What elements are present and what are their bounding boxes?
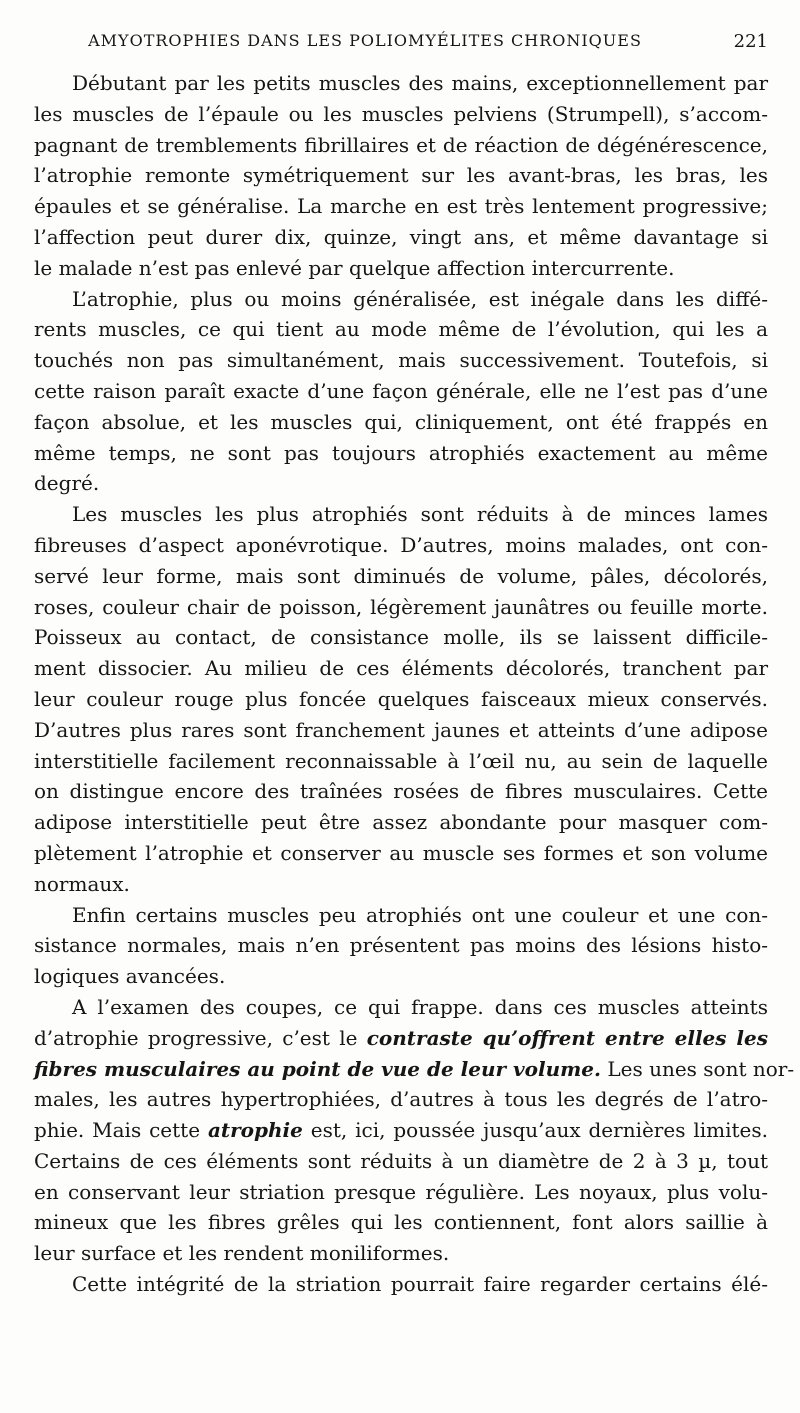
text-line: ment dissocier. Au milieu de ces éléments décolorés, tranchent par (34, 656, 768, 681)
text-line: D’autres plus rares sont franchement jaunes et atteints d’une adipose (34, 717, 768, 742)
running-head (32, 31, 768, 57)
text-run: phie. Mais cette (34, 1118, 208, 1143)
text-line: Certains de ces éléments sont réduits à un diamètre de 2 à 3 µ, tout (34, 1148, 768, 1173)
emphasis-run: fibres musculaires au point de vue de leur volume. (34, 1056, 601, 1081)
emphasis-run: atrophie (207, 1118, 303, 1143)
text-line: l’atrophie remonte symétriquement sur les avant-bras, les bras, les (34, 163, 768, 188)
text-line: cette raison paraît exacte d’une façon générale, elle ne l’est pas d’une (34, 378, 768, 403)
text-line: Cette intégrité de la striation pourrait faire regarder certains élé- (72, 1272, 768, 1297)
text-line: normaux. (34, 871, 130, 896)
text-run: Les unes sont nor- (600, 1056, 795, 1081)
text-line: males, les autres hypertrophiées, d’autres à tous les degrés de l’atro- (34, 1087, 768, 1112)
text-line: degré. (34, 471, 100, 496)
text-line: l’affection peut durer dix, quinze, vingt ans, et même davantage si (34, 224, 768, 249)
text-line: pagnant de tremblements fibrillaires et de réaction de dégénérescence, (34, 132, 768, 157)
text-run: est, ici, poussée jusqu’aux dernières limites. (302, 1118, 769, 1143)
text-line: servé leur forme, mais sont diminués de volume, pâles, décolorés, (34, 563, 768, 588)
text-line: on distingue encore des traînées rosées de fibres musculaires. Cette (34, 779, 768, 804)
text-line: adipose interstitielle peut être assez abondante pour masquer com- (34, 810, 768, 835)
page-number: 221 (733, 31, 768, 52)
text-line: interstitielle facilement reconnaissable à l’œil nu, au sein de laquelle (34, 748, 768, 773)
text-line: roses, couleur chair de poisson, légèrement jaunâtres ou feuille morte. (34, 594, 768, 619)
text-line: épaules et se généralise. La marche en est très lentement progressive; (34, 194, 768, 219)
text-line: même temps, ne sont pas toujours atrophiés exactement au même (34, 440, 768, 465)
text-line: leur surface et les rendent moniliformes. (34, 1241, 450, 1266)
text-line: rents muscles, ce qui tient au mode même de l’évolution, qui les a (34, 317, 768, 342)
text-line: façon absolue, et les muscles qui, cliniquement, ont été frappés en (34, 409, 768, 434)
text-line: sistance normales, mais n’en présentent pas moins des lésions histo- (34, 933, 768, 958)
page-body (34, 68, 795, 1300)
text-line: Poisseux au contact, de consistance molle, ils se laissent difficile- (34, 625, 768, 650)
text-line: mineux que les fibres grêles qui les contiennent, font alors saillie à (34, 1210, 768, 1235)
text-line (34, 1054, 795, 1085)
text-line: Enfin certains muscles peu atrophiés ont une couleur et une con- (72, 902, 768, 927)
text-line: L’atrophie, plus ou moins généralisée, est inégale dans les diffé- (72, 286, 768, 311)
text-line: logiques avancées. (34, 964, 226, 989)
text-line: A l’examen des coupes, ce qui frappe. dans ces muscles atteints (72, 994, 768, 1019)
text-line: plètement l’atrophie et conserver au muscle ses formes et son volume (34, 840, 768, 865)
text-line: Les muscles les plus atrophiés sont réduits à de minces lames (72, 502, 768, 527)
text-run: d’atrophie progressive, c’est le (34, 1025, 367, 1050)
emphasis-run: contraste qu’offrent entre elles les (366, 1025, 769, 1050)
text-line (34, 1115, 768, 1146)
running-title: AMYOTROPHIES DANS LES POLIOMYÉLITES CHRONIQUES (88, 31, 642, 50)
text-line (34, 1023, 768, 1054)
text-line: Débutant par les petits muscles des mains, exceptionnellement par (72, 71, 768, 95)
text-line: le malade n’est pas enlevé par quelque affection intercurrente. (34, 255, 675, 280)
text-line: touchés non pas simultanément, mais successivement. Toutefois, si (34, 348, 768, 373)
text-line: fibreuses d’aspect aponévrotique. D’autres, moins malades, ont con- (34, 532, 768, 557)
text-line: en conservant leur striation presque régulière. Les noyaux, plus volu- (34, 1179, 768, 1204)
text-line: les muscles de l’épaule ou les muscles pelviens (Strumpell), s’accom- (34, 101, 768, 126)
text-line: leur couleur rouge plus foncée quelques faisceaux mieux conservés. (34, 686, 768, 711)
